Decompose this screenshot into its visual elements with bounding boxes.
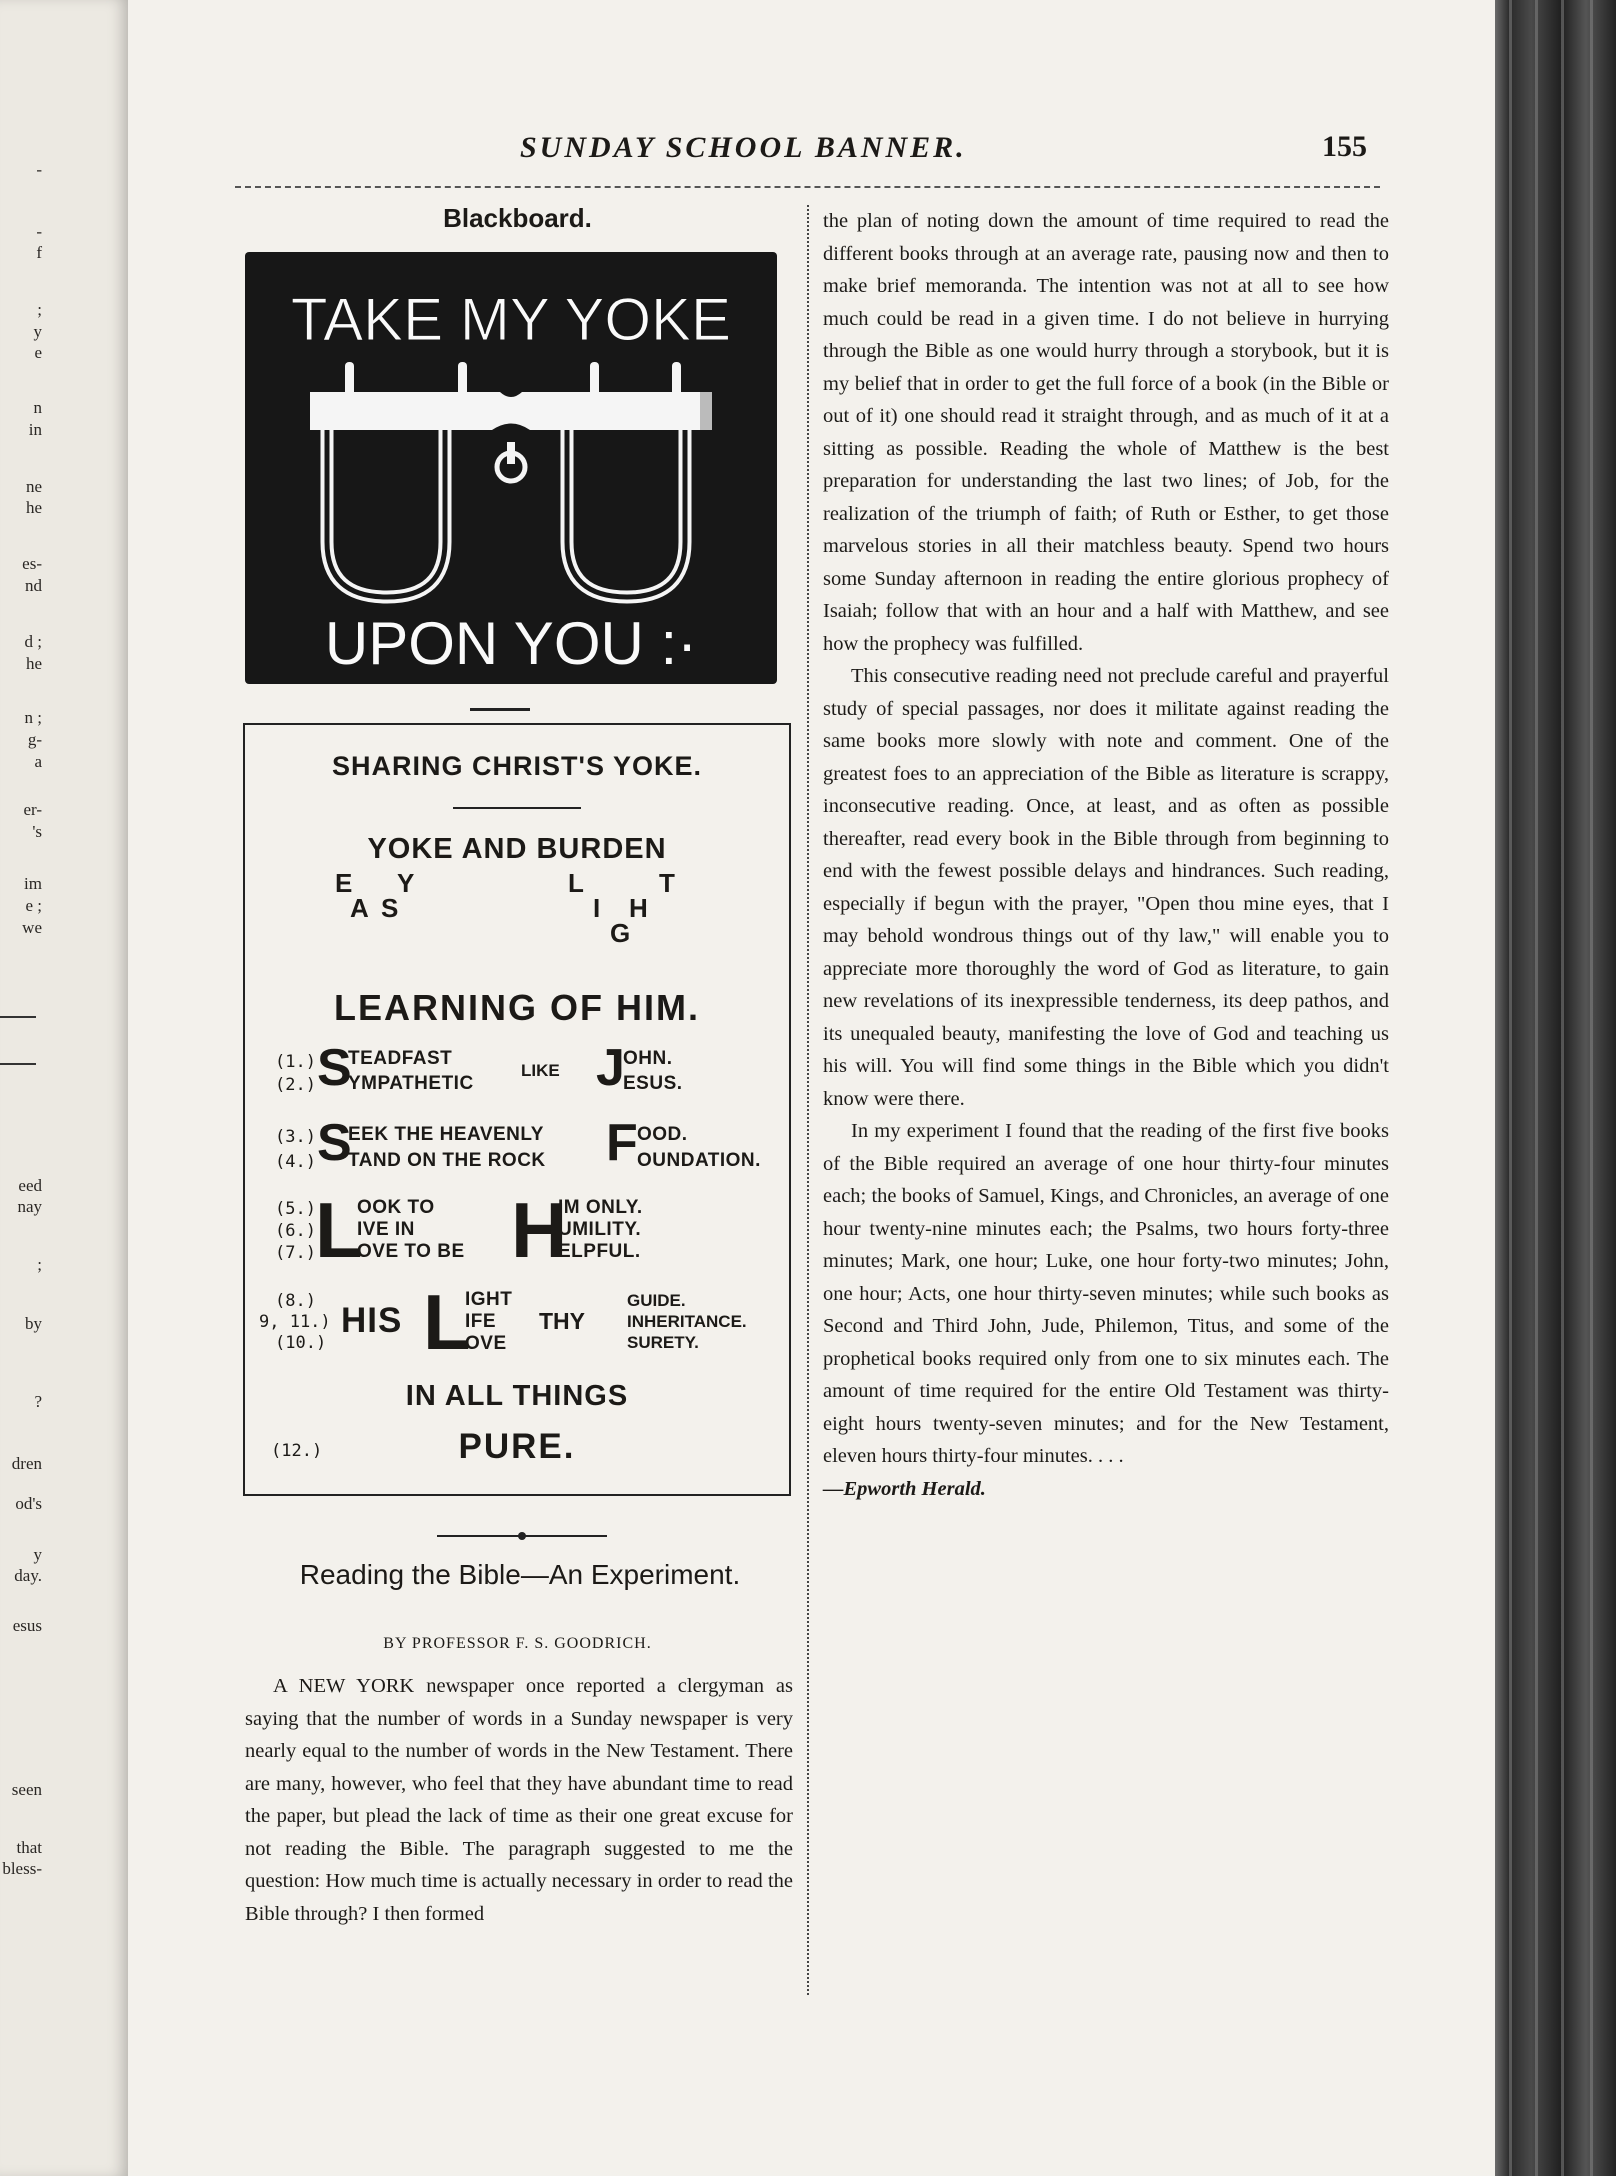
margin-fragment: e [34, 343, 42, 362]
book-spine [1495, 0, 1616, 2176]
group-line: YMPATHETIC [348, 1073, 474, 1094]
running-title: SUNDAY SCHOOL BANNER. [520, 131, 967, 164]
easy-letter: A [350, 893, 369, 923]
sharing-christs-yoke-box [243, 723, 791, 1496]
margin-fragment: nd [25, 576, 42, 595]
blackboard-line2: UPON YOU :· [324, 610, 698, 677]
margin-fragment: eed [18, 1176, 42, 1195]
margin-fragment: day. [14, 1566, 42, 1585]
big-initial: L [315, 1186, 363, 1274]
big-initial: H [511, 1186, 568, 1274]
margin-fragment: n [33, 398, 42, 417]
header-rule [235, 186, 1380, 188]
group-line: ESUS. [623, 1073, 683, 1094]
group-line: TEADFAST [348, 1048, 453, 1069]
big-initial: F [606, 1114, 638, 1172]
thy-word: THY [539, 1308, 585, 1334]
pure-word: PURE. [458, 1427, 576, 1466]
margin-fragment: e ; [25, 896, 42, 915]
group-line: OOD. [637, 1124, 688, 1145]
group-line: OVE [465, 1333, 507, 1354]
article-paragraph: In my experiment I found that the reading of the first five books of the Bible required an average of one hour thirty-four minutes each; the books of Samuel, Kings, and Chronicles, an average of one hour twenty-nine minutes each; the Psalms, two hours forty-three minutes; Mark, one hour; Luke, one hour forty-two minutes; John, one hour; Acts, one hour thirty-seven minutes; while such books as Second and Third John, Jude, Philemon, Titus, and some of the prophetical books required only from one to six minutes each. The amount of time required for the entire Old Testament was thirty-eight hours twenty-seven minutes; and for the New Testament, eleven hours thirty-four minutes. . . . [823, 1120, 1389, 1467]
yoke-bow-right [567, 430, 685, 597]
margin-fragment: n ; [24, 708, 42, 727]
group-line: OHN. [623, 1048, 673, 1069]
yoke-and-burden: YOKE AND BURDEN [367, 833, 667, 865]
margin-rule [0, 1063, 36, 1065]
yoke-bow-left [327, 430, 445, 597]
group-line: EEK THE HEAVENLY [348, 1124, 544, 1145]
margin-fragment: esus [12, 1616, 42, 1635]
group-line: GUIDE. [627, 1291, 686, 1310]
easy-letter: E [335, 868, 353, 898]
margin-fragment: ne [25, 477, 42, 496]
margin-fragment: seen [11, 1780, 42, 1799]
margin-fragment: ? [34, 1392, 42, 1411]
page-number: 155 [1322, 130, 1367, 163]
margin-fragment: im [24, 874, 42, 893]
group-line: SURETY. [627, 1333, 699, 1352]
in-all-things: IN ALL THINGS [405, 1380, 629, 1412]
group-line: OVE TO BE [357, 1241, 465, 1262]
article-body-left: A NEW YORK newspaper once reported a clergyman as saying that the number of words in a Sunday newspaper is very nearly equal to the number of words in the New Testament. There are many, however, who feel that they have abundant time to read the paper, but plead the lack of time as their one great excuse for not reading the Bible. The paragraph suggested to me the question: How much time is actually necessary in order to read the Bible through? I then formed [245, 1675, 793, 1925]
article-source: —Epworth Herald. [823, 1477, 986, 1500]
blackboard-illustration [245, 252, 777, 684]
blackboard-title: Blackboard. [443, 203, 592, 233]
light-letter: I [593, 893, 601, 923]
light-letter: H [629, 893, 648, 923]
light-letter: T [659, 868, 675, 898]
item-number: (6.) [275, 1221, 316, 1241]
margin-fragment: by [25, 1314, 42, 1333]
margin-fragment: a [34, 752, 42, 771]
margin-fragment: - [36, 222, 42, 241]
ornament-rule [437, 1530, 607, 1542]
item-number: (7.) [275, 1243, 316, 1263]
light-letter: G [610, 918, 631, 948]
group-line: IVE IN [357, 1219, 415, 1240]
light-letter: L [568, 868, 584, 898]
group-line: IFE [465, 1311, 497, 1332]
margin-rule [0, 1016, 36, 1018]
item-number: (10.) [275, 1333, 327, 1353]
item-number: (3.) [275, 1127, 316, 1147]
easy-letter: S [381, 893, 399, 923]
margin-fragment: in [28, 420, 42, 439]
margin-fragment: od's [15, 1494, 42, 1513]
group-line: IGHT [465, 1289, 513, 1310]
yoke-box-heading: SHARING CHRIST'S YOKE. [332, 751, 702, 781]
margin-fragment: es- [22, 554, 42, 573]
previous-page-edge [0, 0, 128, 2176]
big-initial: J [596, 1039, 625, 1097]
margin-fragment: - [36, 160, 42, 179]
yoke-pegs [345, 362, 681, 397]
group-line: OOK TO [357, 1197, 435, 1218]
yoke-beam [310, 392, 707, 430]
article-byline: BY PROFESSOR F. S. GOODRICH. [383, 1635, 652, 1652]
margin-fragment: dren [11, 1454, 42, 1473]
margin-fragment: nay [17, 1197, 42, 1216]
margin-fragment: that [16, 1838, 42, 1857]
big-initial: S [317, 1114, 352, 1172]
big-initial: L [423, 1278, 471, 1366]
margin-fragment: ; [37, 300, 42, 319]
group-line: TAND ON THE ROCK [348, 1150, 546, 1171]
big-initial: S [317, 1039, 352, 1097]
group-line: UMILITY. [558, 1219, 642, 1240]
margin-fragment: we [22, 918, 42, 937]
yoke-box-rule [453, 807, 581, 809]
section-rule [470, 708, 530, 711]
margin-fragment: ; [37, 1255, 42, 1274]
item-number: (8.) [275, 1291, 316, 1311]
article-paragraph: This consecutive reading need not preclude careful and prayerful study of special passages, nor does it militate against reading the same books more slowly with note and comment. One of the greatest foes to an appreciation of the Bible as literature is scrappy, inconsecutive reading. Once, at least, and as often as possible thereafter, read every book in the Bible through from beginning to end with the fewest possible delays and hindrances. Such reading, especially if begun with the prayer, "Open thou mine eyes, that I may behold wondrous things out of thy law," will enable you to appreciate more thoroughly the word of God as literature, to gain new revelations of its inexpressible tenderness, its deep pathos, and its unequaled beauty, manifesting the love of God and teaching us his will. You will find some things in the Bible which you didn't know were there. [823, 665, 1389, 1110]
item-number: (5.) [275, 1199, 316, 1219]
item-number: (4.) [275, 1152, 316, 1172]
group-line: OUNDATION. [637, 1150, 761, 1171]
margin-fragment: g- [27, 730, 42, 749]
learning-of-him: LEARNING OF HIM. [334, 987, 700, 1028]
article-body-right [823, 205, 1389, 1505]
column-divider [807, 205, 809, 1995]
article-paragraph: the plan of noting down the amount of time required to read the different books through at an average rate, pausing now and then to make brief memoranda. The intention was not at all to see how much could be read in a given time. I do not believe in hurrying through the Bible as one would hurry through a storybook, but it is my belief that in order to get the full force of a book (in the Bible or out of it) one should read it straight through, and as much of it at a sitting as possible. Reading the whole of Matthew is the best preparation for understanding the last two lines; of Job, for the realization of the triumph of faith; of Ruth or Esther, to get those marvelous stories in all their matchless beauty. Spend two hours some Sunday afternoon in reading the entire glorious prophecy of Isaiah; follow that with an hour and a half with Matthew, and see how the prophecy was fulfilled. [823, 210, 1389, 655]
margin-fragment: er- [23, 800, 42, 819]
margin-fragment: y [33, 322, 42, 341]
item-number: 9, 11.) [259, 1312, 331, 1332]
like-word: LIKE [521, 1061, 560, 1080]
margin-fragment: he [25, 498, 42, 517]
item-number: (2.) [275, 1075, 316, 1095]
margin-fragment: 's [32, 822, 42, 841]
article-title: Reading the Bible—An Experiment. [299, 1559, 741, 1590]
margin-fragment: f [36, 243, 42, 262]
item-number: (1.) [275, 1052, 316, 1072]
blackboard-line1: TAKE MY YOKE [290, 286, 732, 353]
easy-letter: Y [397, 868, 415, 898]
yoke-drawing [245, 252, 777, 684]
his-word: HIS [341, 1301, 403, 1340]
item-number: (12.) [271, 1441, 323, 1461]
margin-fragment: he [25, 654, 42, 673]
group-line: IM ONLY. [558, 1197, 643, 1218]
yoke-end [700, 392, 712, 430]
margin-fragment: y [33, 1545, 42, 1564]
margin-fragment: d ; [24, 632, 42, 651]
margin-fragment: bless- [2, 1859, 42, 1878]
group-line: ELPFUL. [558, 1241, 641, 1262]
group-line: INHERITANCE. [627, 1312, 747, 1331]
